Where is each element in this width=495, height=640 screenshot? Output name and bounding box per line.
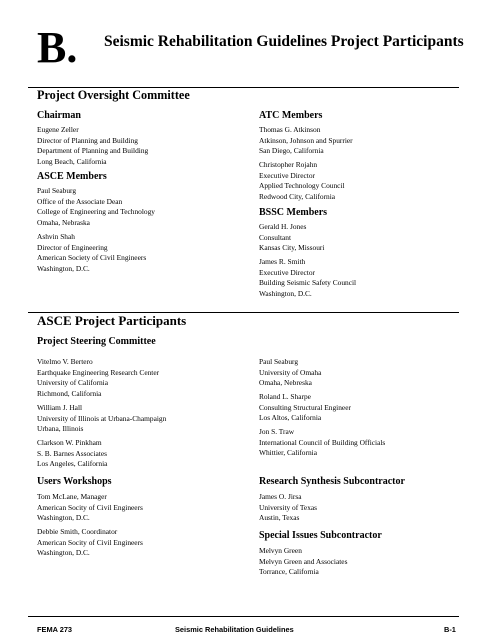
entry-line: James O. Jirsa [259, 492, 302, 501]
subheading-special-issues: Special Issues Subcontractor [259, 530, 382, 541]
entry-line: Vitelmo V. Bertero [37, 357, 93, 366]
entry-asce-2 [37, 232, 146, 274]
subheading-users-workshops: Users Workshops [37, 476, 112, 487]
entry-line: Tom McLane, Manager [37, 492, 107, 501]
subheading-atc-members: ATC Members [259, 110, 323, 121]
entry-asce-1 [37, 186, 155, 228]
entry-line: University of Texas [259, 502, 318, 512]
entry-steering-left-2 [37, 403, 166, 435]
entry-line: Clarkson W. Pinkham [37, 438, 102, 447]
entry-line: Whittier, California [259, 448, 317, 457]
chapter-title: Seismic Rehabilitation Guidelines Project Participants [104, 33, 464, 50]
entry-line: Building Seismic Safety Council [259, 278, 357, 287]
subheading-research-synthesis: Research Synthesis Subcontractor [259, 476, 405, 487]
entry-line: Earthquake Engineering Research Center [37, 367, 160, 377]
entry-line: Richmond, California [37, 388, 102, 398]
chapter-letter: B. [37, 23, 78, 72]
footer-page-number: B-1 [444, 625, 456, 634]
entry-line: Melvyn Green and Associates [259, 556, 348, 566]
entry-line: Paul Seaburg [37, 186, 77, 195]
entry-line: Applied Technology Council [259, 181, 345, 190]
entry-bssc-2 [259, 257, 356, 299]
entry-steering-right-1 [259, 357, 321, 389]
entry-steering-left-1 [37, 357, 159, 399]
footer-publication: FEMA 273 [37, 625, 73, 634]
entry-atc-2 [259, 160, 345, 202]
subheading-steering-committee: Project Steering Committee [37, 336, 156, 347]
entry-line: Paul Seaburg [259, 357, 299, 366]
entry-line: Ashvin Shah [37, 232, 75, 241]
entry-line: Los Altos, California [259, 413, 322, 422]
entry-steering-right-3 [259, 427, 385, 459]
section-heading-oversight: Project Oversight Committee [37, 88, 190, 102]
entry-workshops-1 [37, 492, 143, 524]
entry-line: Omaha, Nebreska [259, 378, 312, 387]
entry-line: Eugene Zeller [37, 125, 79, 134]
subheading-asce-members: ASCE Members [37, 171, 107, 182]
entry-steering-right-2 [259, 392, 351, 424]
entry-line: Consultant [259, 232, 292, 242]
entry-line: Washington, D.C. [37, 548, 90, 557]
entry-line: Washington, D.C. [37, 513, 90, 522]
entry-line: Roland L. Sharpe [259, 392, 311, 401]
entry-line: Long Beach, California [37, 156, 107, 166]
entry-line: Atkinson, Johnson and Spurrier [259, 135, 353, 145]
subheading-bssc-members: BSSC Members [259, 207, 328, 218]
entry-line: Melvyn Green [259, 546, 302, 555]
entry-atc-1 [259, 125, 353, 157]
entry-line: Washington, D.C. [37, 263, 90, 273]
subheading-chairman: Chairman [37, 110, 81, 121]
section-heading-asce-participants: ASCE Project Participants [37, 313, 187, 328]
entry-special-1 [259, 546, 347, 578]
entry-line: Urbana, Illinois [37, 424, 84, 433]
entry-line: College of Engineering and Technology [37, 207, 155, 216]
entry-line: Consulting Structural Engineer [259, 402, 351, 412]
entry-line: International Council of Building Officials [259, 437, 386, 447]
entry-line: Washington, D.C. [259, 288, 312, 298]
entry-steering-left-3 [37, 438, 107, 470]
entry-line: S. B. Barnes Associates [37, 448, 108, 458]
entry-line: William J. Hall [37, 403, 83, 412]
entry-line: Department of Planning and Building [37, 146, 149, 155]
entry-line: Executive Director [259, 267, 316, 277]
entry-line: American Society of Civil Engineers [37, 253, 147, 262]
entry-line: Director of Engineering [37, 242, 108, 252]
entry-line: University of Omaha [259, 367, 322, 377]
entry-line: Jon S. Traw [259, 427, 295, 436]
entry-line: Torrance, California [259, 567, 319, 576]
footer-title: Seismic Rehabilitation Guidelines [175, 625, 294, 634]
entry-line: University of Illinois at Urbana-Champaign [37, 413, 167, 423]
entry-line: Omaha, Nebraska [37, 217, 90, 227]
entry-chairman-1 [37, 125, 148, 167]
entry-line: Kansas City, Missouri [259, 243, 325, 252]
entry-workshops-2 [37, 527, 143, 559]
entry-line: Thomas G. Atkinson [259, 125, 321, 134]
entry-line: Los Angeles, California [37, 459, 108, 468]
entry-line: American Socity of Civil Engineers [37, 537, 143, 547]
entry-line: American Socity of Civil Engineers [37, 502, 143, 512]
entry-line: Office of the Associate Dean [37, 196, 123, 206]
entry-line: Debbie Smith, Coordinator [37, 527, 118, 536]
entry-line: Gerald H. Jones [259, 222, 307, 231]
entry-bssc-1 [259, 222, 324, 254]
entry-line: Redwood City, California [259, 191, 336, 201]
entry-line: Austin, Texas [259, 513, 300, 522]
entry-line: James R. Smith [259, 257, 306, 266]
entry-line: Christopher Rojahn [259, 160, 318, 169]
entry-line: Executive Director [259, 170, 316, 180]
entry-line: Director of Planning and Building [37, 135, 138, 145]
footer-rule [28, 616, 459, 617]
entry-synthesis-1 [259, 492, 317, 524]
entry-line: San Diego, California [259, 146, 324, 155]
entry-line: University of California [37, 378, 109, 387]
